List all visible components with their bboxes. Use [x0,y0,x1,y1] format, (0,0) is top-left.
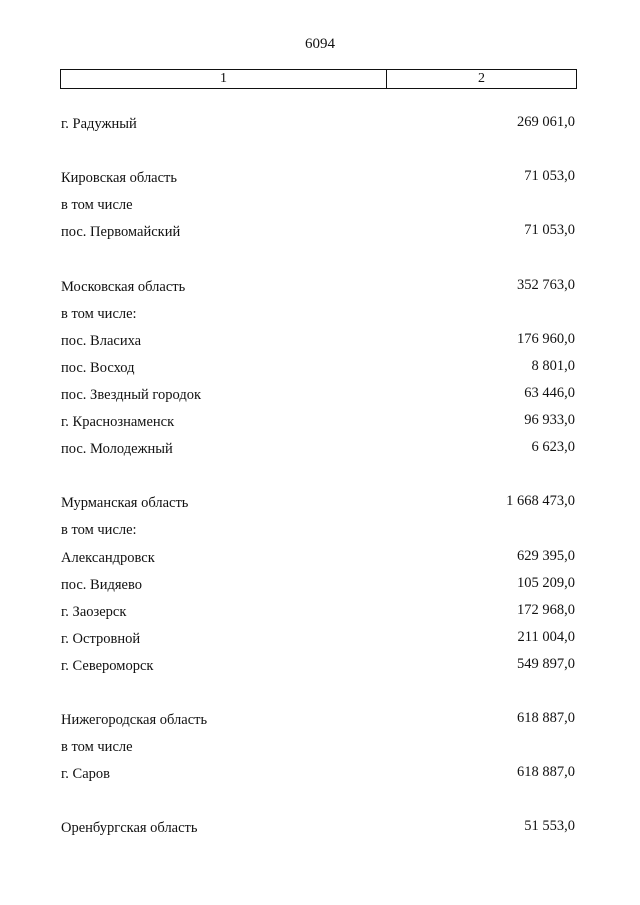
table-row [61,412,575,439]
row-spacer [61,683,575,710]
data-rows [61,114,575,846]
column-header-1: 1 [61,70,387,88]
row-value: 105 209,0 [517,574,575,591]
table-row [61,168,575,195]
row-label: Оренбургская область [61,820,198,837]
row-value: 8 801,0 [531,357,575,374]
row-value: 172 968,0 [517,601,575,618]
table-row [61,520,575,547]
row-label: в том числе [61,197,133,214]
row-label: пос. Власиха [61,332,142,349]
row-label: пос. Восход [61,359,135,376]
row-value: 51 553,0 [524,818,575,835]
row-label: г. Радужный [61,116,137,132]
row-value: 71 053,0 [524,168,575,185]
table-row [61,222,575,249]
table-row [61,575,575,602]
row-value: 618 887,0 [517,764,575,781]
row-label: в том числе [61,739,133,756]
row-spacer [61,141,575,168]
row-label: г. Заозерск [61,603,127,620]
table-row [61,493,575,520]
row-label: в том числе: [61,522,137,539]
row-value: 1 668 473,0 [506,493,575,510]
row-value: 71 053,0 [524,222,575,239]
table-row [61,710,575,737]
row-label: г. Краснознаменск [61,414,175,431]
column-header-2: 2 [478,71,485,86]
row-label: пос. Молодежный [61,441,173,458]
table-row [61,656,575,683]
row-value: 618 887,0 [517,710,575,727]
row-value: 352 763,0 [517,276,575,293]
row-label: Нижегородская область [61,712,208,729]
row-label: пос. Звездный городок [61,386,202,403]
table-row [61,358,575,385]
row-label: пос. Видяево [61,576,142,593]
table-row [61,331,575,358]
row-value: 269 061,0 [517,114,575,130]
row-label: Мурманская область [61,495,189,512]
row-label: в том числе: [61,305,137,322]
row-value: 63 446,0 [524,384,575,401]
row-label: Московская область [61,278,186,295]
table-row [61,195,575,222]
table-row [61,818,575,845]
row-label: Кировская область [61,170,178,187]
row-label: г. Островной [61,630,141,647]
table-row [61,764,575,791]
row-label: пос. Первомайский [61,224,181,241]
table-row [61,277,575,304]
table-row [61,439,575,466]
row-value: 211 004,0 [517,628,575,645]
row-spacer [61,791,575,818]
row-label: Александровск [61,549,155,566]
row-value: 176 960,0 [517,330,575,347]
row-spacer [61,249,575,276]
row-label: г. Североморск [61,657,154,674]
row-spacer [61,466,575,493]
row-label: г. Саров [61,766,111,783]
table-row [61,304,575,331]
table-row [61,385,575,412]
row-value: 629 395,0 [517,547,575,564]
row-value: 549 897,0 [517,655,575,672]
row-value: 96 933,0 [524,412,575,429]
table-row [61,629,575,656]
row-value: 6 623,0 [531,439,575,456]
column-header-table [60,69,577,89]
table-row [61,548,575,575]
page-number: 6094 [305,36,335,52]
table-row [61,737,575,764]
table-row [61,114,575,141]
table-row [61,602,575,629]
